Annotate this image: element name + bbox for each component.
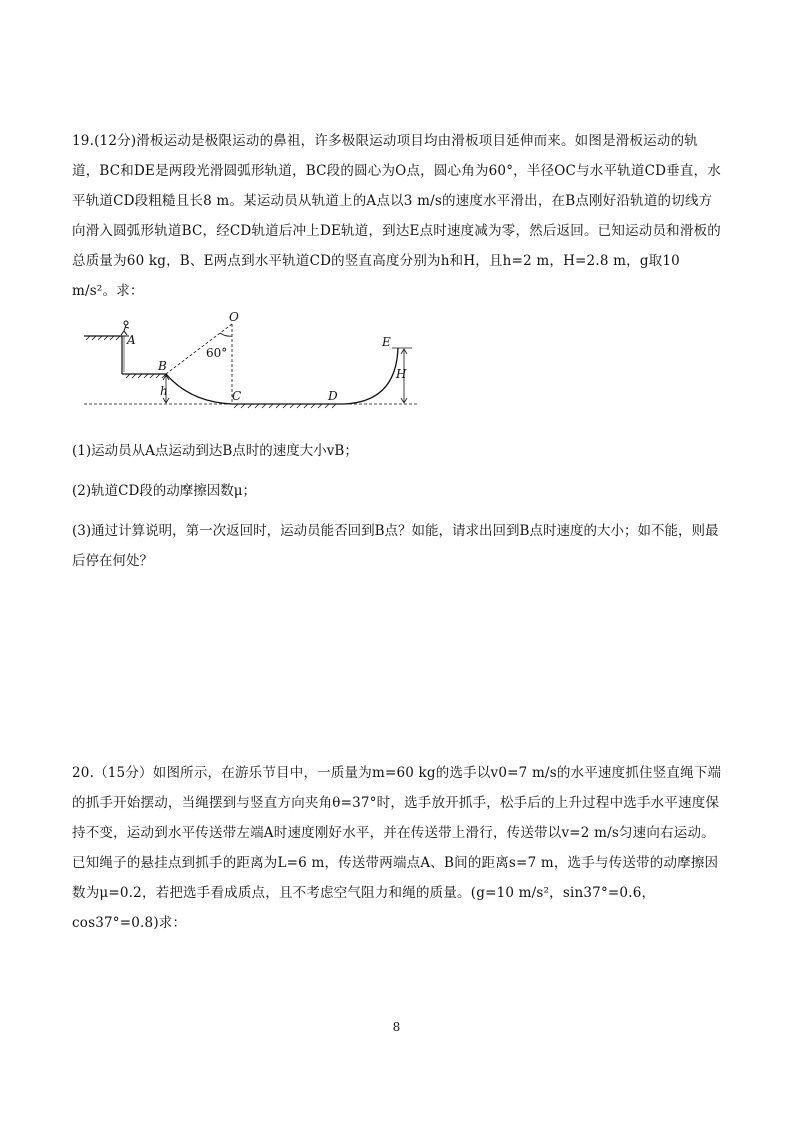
label-O: O [229, 312, 239, 324]
page-number: 8 [392, 1020, 401, 1034]
question-19-figure [80, 312, 420, 412]
label-H: H [396, 367, 407, 381]
question-19-part-2: (2)轨道CD段的动摩擦因数μ； [72, 483, 257, 499]
label-B: B [158, 359, 167, 373]
question-19-part-1: (1)运动员从A点运动到达B点时的速度大小vB； [72, 443, 358, 459]
label-E: E [382, 335, 391, 349]
question-19-text: 19.(12分)滑板运动是极限运动的鼻祖，许多极限运动项目均由滑板项目延伸而来。如图是滑板运动的轨道，BC和DE是两段光滑圆弧形轨道，BC段的圆心为O点，圆心角为60°，半径OC与水平轨道CD垂直，水平轨道CD段粗糙且长8 m。某运动员从轨道上的A点以3 m/s的速度水平滑出，在B点刚好沿轨道的切线方向滑入圆弧形轨道BC，经CD轨道后冲上DE轨道，到达E点时速度减为零，然后返回。已知运动员和滑板的总质量为60 kg，B、E两点到水平轨道CD的竖直高度分别为h和H，且h=2 m，H=2.8 m，g取10 m/s²。求： [72, 133, 721, 299]
label-A: A [127, 333, 136, 347]
question-20-text: 20.（15分）如图所示，在游乐节目中，一质量为m=60 kg的选手以v0=7 m/s的水平速度抓住竖直绳下端的抓手开始摆动，当绳摆到与竖直方向夹角θ=37°时，选手放开抓手，松手后的上升过程中选手水平速度保持不变，运动到水平传送带左端A时速度刚好水平，并在传送带上滑行，传送带以v=2 m/s匀速向右运动。已知绳子的悬挂点到抓手的距离为L=6 m，传送带两端点A、B间的距离s=7 m，选手与传送带的动摩擦因数为μ=0.2，若把选手看成质点，且不考虑空气阻力和绳的质量。(g=10 m/s²，sin37°=0.6，cos37°=0.8)求： [72, 765, 722, 931]
question-19-part-3: (3)通过计算说明，第一次返回时，运动员能否回到B点？如能，请求出回到B点时速度的大小；如不能，则最后停在何处？ [72, 523, 719, 569]
label-C: C [232, 389, 242, 403]
label-h: h [160, 384, 168, 398]
label-D: D [328, 389, 338, 403]
angle-label: 60° [206, 346, 228, 360]
